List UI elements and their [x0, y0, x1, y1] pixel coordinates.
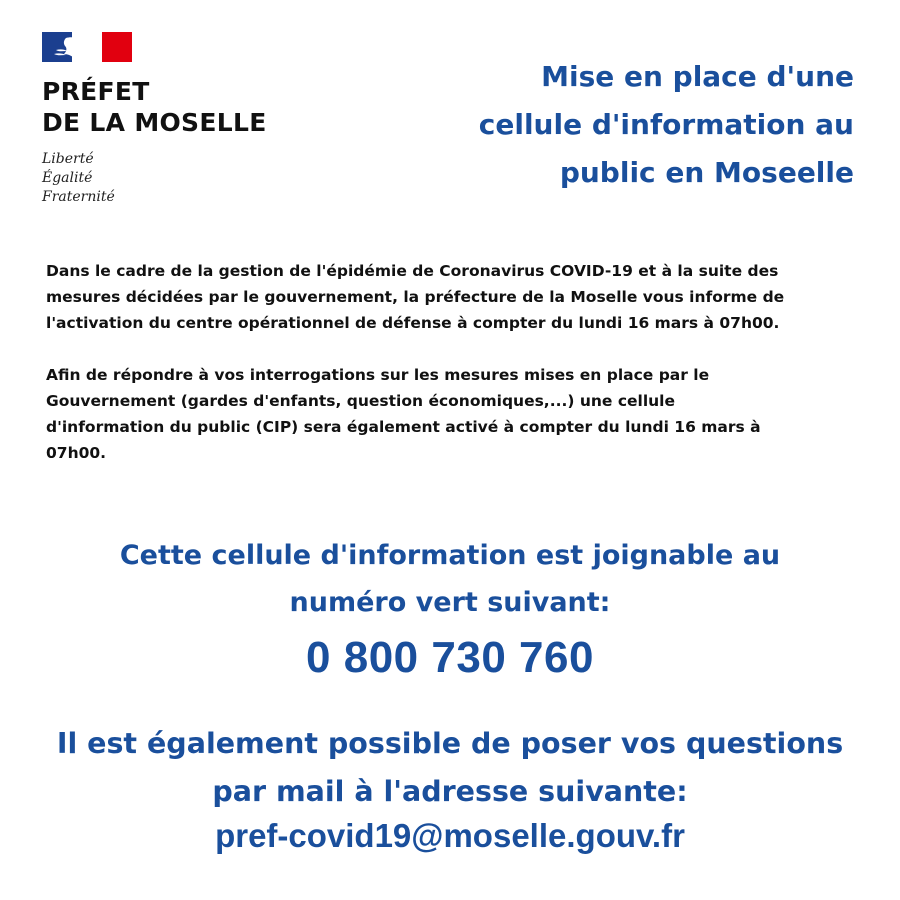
- phone-intro-line: numéro vert suivant:: [289, 587, 611, 618]
- paragraph-line: Dans le cadre de la gestion de l'épidémie de Coronavirus COVID-19 et à la suite des: [46, 262, 779, 280]
- paragraph-line: 07h00.: [46, 444, 107, 462]
- headline-line: public en Moseelle: [559, 156, 854, 189]
- mail-intro: [0, 720, 900, 816]
- paragraph-line: mesures décidées par le gouvernement, la préfecture de la Moselle vous informe de: [46, 288, 785, 306]
- prefet-title: [42, 76, 332, 138]
- mail-intro-line: par mail à l'adresse suivante:: [212, 775, 688, 808]
- paragraph-line: d'information du public (CIP) sera également activé à compter du lundi 16 mars à: [46, 418, 761, 436]
- paragraph-line: l'activation du centre opérationnel de défense à compter du lundi 16 mars à 07h00.: [46, 314, 780, 332]
- paragraph-cip: [46, 362, 876, 466]
- prefecture-logo: [42, 32, 332, 207]
- paragraph-line: Afin de répondre à vos interrogations sur les mesures mises en place par le: [46, 366, 710, 384]
- email-link[interactable]: pref-covid19@moselle.gouv.fr: [215, 817, 685, 854]
- mail-intro-line: Il est également possible de poser vos questions: [56, 727, 844, 760]
- phone-number-text[interactable]: 0 800 730 760: [306, 633, 594, 682]
- prefet-title-line: DE LA MOSELLE: [42, 108, 267, 137]
- motto-egalite: Égalité: [42, 170, 93, 186]
- marianne-flag-icon: [42, 32, 132, 62]
- announcement-headline: [394, 53, 854, 197]
- motto-liberte: Liberté: [42, 151, 94, 167]
- motto-fraternite: Fraternité: [42, 189, 115, 205]
- announcement-body: [46, 258, 876, 466]
- phone-intro-line: Cette cellule d'information est joignable au: [119, 540, 781, 571]
- prefet-title-line: PRÉFET: [42, 77, 150, 106]
- email-address[interactable]: [0, 812, 900, 860]
- headline-line: Mise en place d'une: [541, 60, 854, 93]
- paragraph-line: Gouvernement (gardes d'enfants, question économiques,...) une cellule: [46, 392, 676, 410]
- phone-intro: [0, 532, 900, 626]
- paragraph-activation: [46, 258, 876, 336]
- phone-number[interactable]: [0, 630, 900, 686]
- republic-motto: [42, 150, 332, 207]
- headline-line: cellule d'information au: [478, 108, 854, 141]
